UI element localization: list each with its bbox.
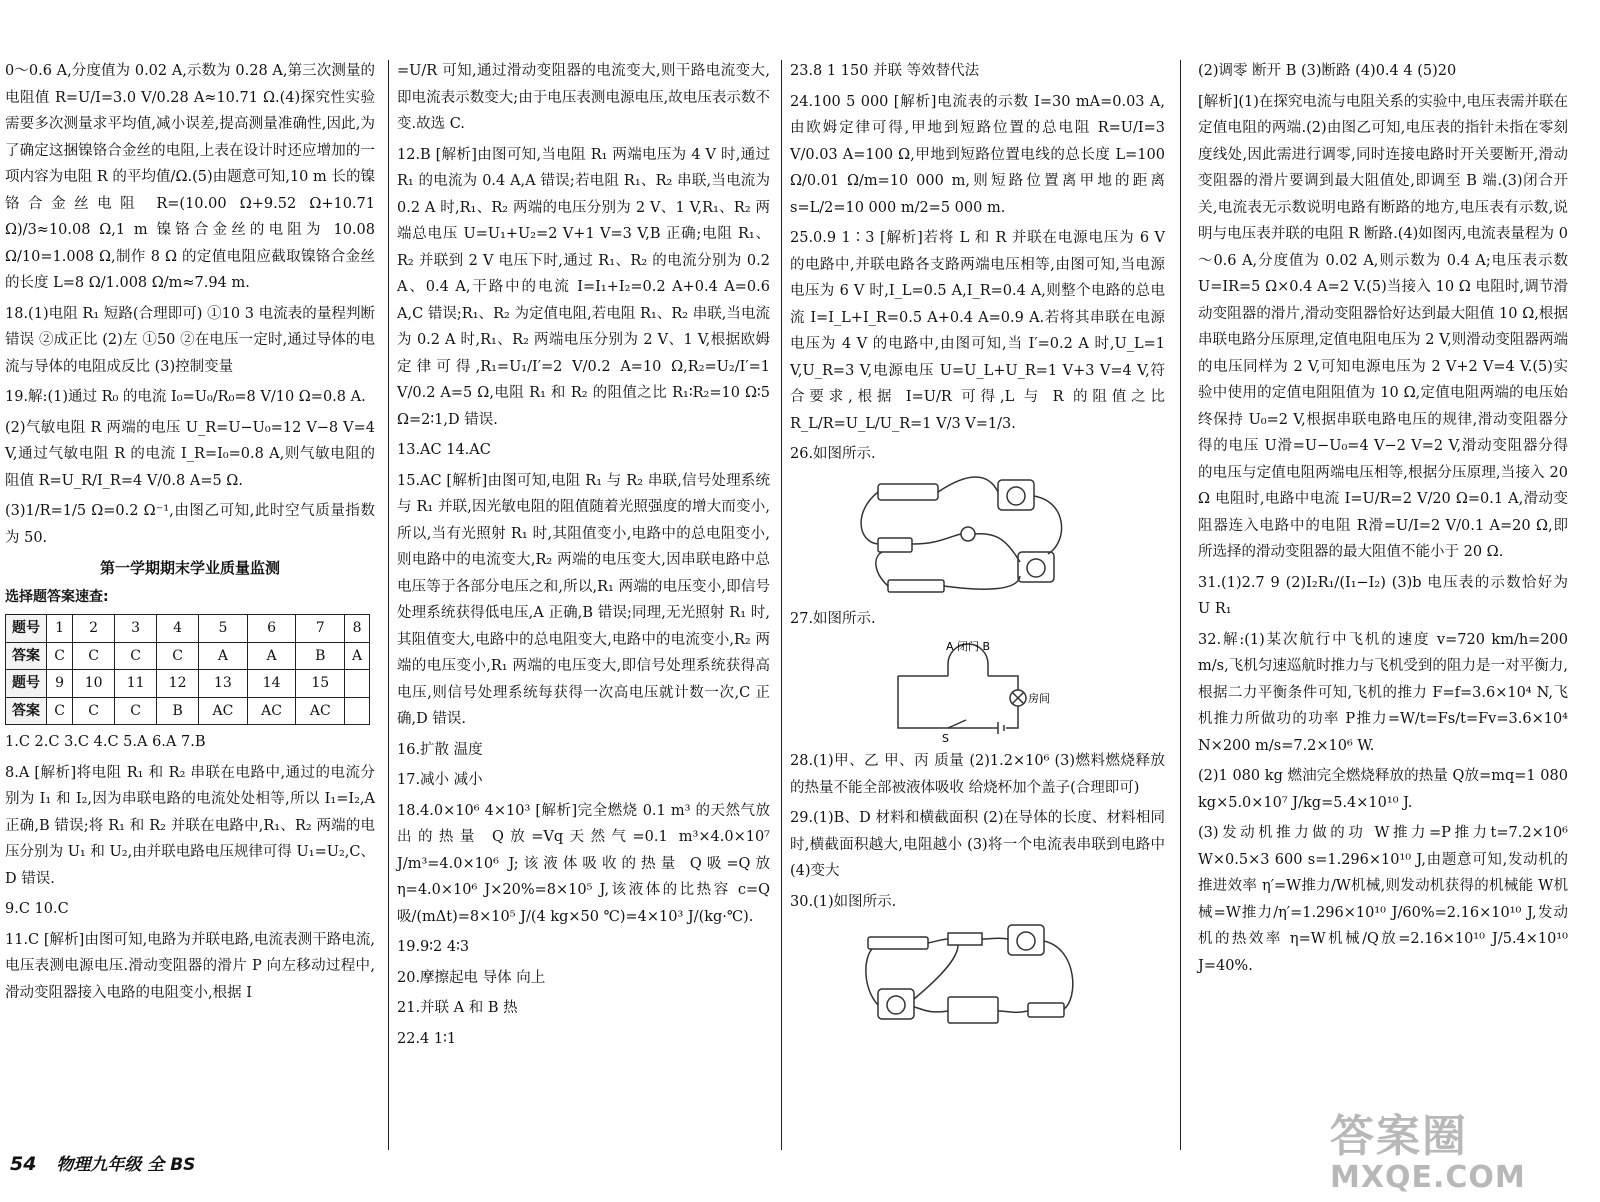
paragraph: 21.并联 A 和 B 热 (397, 1000, 518, 1016)
paragraph: 20.摩擦起电 导体 向上 (397, 969, 546, 986)
table-cell-empty (345, 697, 370, 725)
table-cell: 6 (247, 615, 296, 643)
table-cell: AC (247, 697, 296, 725)
rheostat-icon (868, 937, 928, 949)
page-footer (10, 1150, 195, 1175)
table-cell: A (345, 642, 370, 670)
paragraph: 19.解:(1)通过 R₀ 的电流 I₀=U₀/R₀=8 V/10 Ω=0.8 A. (5, 389, 366, 405)
paragraph: 32.解:(1)某次航行中飞机的速度 v=720 km/h=200 m/s,飞机匀速巡航时推力与飞机受到的阻力是一对平衡力,根据二力平衡条件可知,飞机的推力 F=f=3.6×10⁴ N,飞机推力所做功的功率 P推力=W/t=Fs/t=Fv=3.6×10⁴ N×200 m/s=7.2×10⁶ W. (1198, 631, 1568, 754)
circuit-figure-30 (848, 919, 1108, 1039)
table-cell: C (115, 697, 157, 725)
circuit-figure-27 (878, 636, 1078, 744)
paragraph: (2)调零 断开 B (3)断路 (4)0.4 4 (5)20 (1198, 63, 1457, 79)
paragraph: 25.0.9 1∶3 [解析]若将 L 和 R 并联在电源电压为 6 V 的电路中,并联电路各支路两端电压相等,由图可知,当电源电压为 6 V 时,I_L=0.5 A,I_R=0.4 A,则整个电路的总电流 I=I_L+I_R=0.5 A+0.4 A=0.9 A.若将其串联在电源电压为 4 V 的电路中,由图可知,当 I′=0.2 A 时,U_L=1 V,U_R=3 V,电源电压 U=U_L+U_R=1 V+3 V=4 V,符合要求,根据 I=U/R 可得,L 与 R 的阻值之比 R_L/R=U_L/U_R=1 V/3 V=1/3. (790, 230, 1165, 432)
table-row (6, 670, 370, 698)
rheostat-icon (888, 580, 944, 592)
switch-icon (948, 720, 966, 728)
paragraph: 28.(1)甲、乙 甲、丙 质量 (2)1.2×10⁶ (3)燃料燃烧释放的热量不能全部被液体吸收 给烧杯加个盖子(合理即可) (790, 753, 1165, 796)
table-cell: AC (296, 697, 345, 725)
table-cell: 12 (157, 670, 199, 698)
table-cell: 11 (115, 670, 157, 698)
table-cell: 9 (47, 670, 73, 698)
paragraph: =U/R 可知,通过滑动变阻器的电流变大,则干路电流变大,即电流表示数变大;由于电压表测电源电压,故电压表示数不变.故选 C. (397, 63, 770, 132)
table-cell: A (199, 642, 248, 670)
table-cell: C (47, 697, 73, 725)
paragraph: 26.如图所示. (790, 446, 876, 462)
table-cell: 1 (47, 615, 73, 643)
bulb-icon (961, 527, 975, 541)
paragraph: [解析](1)在探究电流与电阻关系的实验中,电压表需并联在定值电阻的两端.(2)由图乙可知,电压表的指针未指在零刻度线处,因此需进行调零,同时连接电路时开关要断开,滑动变阻器的滑片要调到最大阻值处,即调至 B 端.(3)闭合开关,电流表无示数说明电路有断路的地方,电压表有示数,说明与电压表并联的电阻 R 断路.(4)如图丙,电流表量程为 0～0.6 A,分度值为 0.02 A,则示数为 0.4 A;电压表示数 U=IR=5 Ω×0.4 A=2 V.(5)当接入 10 Ω 电阻时,调节滑动变阻器的滑片,滑动变阻器恰好达到最大阻值 10 Ω,根据串联电路分压原理,定值电阻电压为 2 V,则滑动变阻器两端的电压同样为 2 V,可知电源电压为 2 V+2 V=4 V.(5)实验中使用的定值电阻阻值为 10 Ω,定值电阻两端的电压始终保持 U₀=2 V,根据串联电路电压的规律,滑动变阻器分得的电压 U滑=U−U₀=4 V−2 V=2 V,滑动变阻器分得的电压与定值电阻两端电压相等,根据分压原理,当接入 20 Ω 电阻时,电路中电流 I=U/R=2 V/20 Ω=0.1 A,滑动变阻器连入电路中的电阻 R滑=U/I=2 V/0.1 A=20 Ω,即所选择的滑动变阻器的最大阻值不能小于 20 Ω. (1198, 93, 1568, 560)
switch-icon (878, 538, 912, 552)
paragraph: 8.A [解析]将电阻 R₁ 和 R₂ 串联在电路中,通过的电流分别为 I₁ 和 I₂,因为串联电路的电流处处相等,所以 I₁=I₂,A 正确,B 错误;将 R₁ 和 R₂ 并联在电路中,R₁、R₂ 两端的电压分别为 U₁ 和 U₂,由并联电路电压规律可得 U₁=U₂,C、D 错误. (5, 764, 375, 887)
table-cell: 13 (199, 670, 248, 698)
table-cell: 5 (199, 615, 248, 643)
table-cell: C (47, 642, 73, 670)
table-cell: 4 (157, 615, 199, 643)
paragraph: 15.AC [解析]由图可知,电阻 R₁ 与 R₂ 串联,信号处理系统与 R₁ 并联,因光敏电阻的阻值随着光照强度的增大而变小,所以,当有光照射 R₁ 时,其阻值变小,电路中的总电阻变小,则电路中的电流变大,R₂ 两端的电压变大,因串联电路中总电压等于各部分电压之和,所以,R₁ 两端的电压变小,即信号处理系统获得低电压,A 正确,B 错误;同理,无光照射 R₁ 时,其阻值变大,电路中的总电阻变大,电路中的电流变小,R₂ 两端的电压变小,R₁ 两端的电压变大,即信号处理系统获得高电压,则信号处理系统每获得一次高电压就计数一次,C 正确,D 错误. (397, 472, 770, 727)
paragraph: 1.C 2.C 3.C 4.C 5.A 6.A 7.B (5, 734, 206, 750)
table-cell: C (73, 697, 115, 725)
paragraph: 22.4 1∶1 (397, 1030, 457, 1047)
table-cell: C (73, 642, 115, 670)
footer-text: 物理九年级 全 BS (56, 1155, 196, 1175)
answer-table (5, 614, 370, 725)
power-supply-icon (948, 997, 998, 1023)
circuit-figure-26 (848, 472, 1108, 602)
table-cell: B (296, 642, 345, 670)
table-header: 题号 (6, 615, 47, 643)
paragraph: (3)发动机推力做的功 W推力=P推力t=7.2×10⁶ W×0.5×3 600 s=1.296×10¹⁰ J,由题意可知,发动机的推进效率 η′=W推力/W机械,则发动机获得的机械能 W机械=W推力/η′=1.296×10¹⁰ J/60%=2.16×10¹⁰ J,发动机的热效率 η=W机械/Q放=2.16×10¹⁰ J/5.4×10¹⁰ J=40%. (1198, 825, 1568, 974)
table-cell: 7 (296, 615, 345, 643)
column-3 (790, 58, 1165, 1043)
watermark-url: MXQE.COM (1330, 1160, 1526, 1195)
column-1 (5, 58, 375, 1010)
table-row (6, 642, 370, 670)
table-header: 答案 (6, 642, 47, 670)
paragraph: 16.扩散 温度 (397, 741, 483, 758)
paragraph: (2)气敏电阻 R 两端的电压 U_R=U−U₀=12 V−8 V=4 V,通过气敏电阻 R 的电流 I_R=I₀=0.8 A,则气敏电阻的阻值 R=U_R/I_R=4 V/0.8 A=5 Ω. (5, 419, 375, 489)
column-divider (388, 60, 389, 1150)
table-cell: 3 (115, 615, 157, 643)
column-divider (1180, 60, 1181, 1150)
paragraph: 18.(1)电阻 R₁ 短路(合理即可) ①10 3 电流表的量程判断错误 ②成正比 (2)左 ①50 ②在电压一定时,通过导体的电流与导体的电阻成反比 (3)控制变量 (5, 305, 375, 375)
quick-check-label: 选择题答案速查: (5, 588, 109, 605)
table-cell: 2 (73, 615, 115, 643)
table-header: 题号 (6, 670, 47, 698)
paragraph: 18.4.0×10⁶ 4×10³ [解析]完全燃烧 0.1 m³ 的天然气放出的热量 Q放=Vq天然气=0.1 m³×4.0×10⁷ J/m³=4.0×10⁶ J;该液体吸收的热量 Q吸=Q放η=4.0×10⁶ J×20%=8×10⁵ J,该液体的比热容 c=Q吸/(mΔt)=8×10⁵ J/(4 kg×50 ℃)=4×10³ J/(kg·℃). (397, 802, 770, 925)
watermark-logo: 答案圈 (1330, 1111, 1468, 1162)
paragraph: 0～0.6 A,分度值为 0.02 A,示数为 0.28 A,第三次测量的电阻值 R=U/I=3.0 V/0.28 A≈10.71 Ω.(4)探究性实验需要多次测量求平均值,减小误差,提高测量准确性,因此,为了确定这捆镍铬合金丝的电阻,上表在设计时还应增加的一项内容为电阻 R 的平均值/Ω.(5)由题意可知,10 m 长的镍铬合金丝电阻 R=(10.00 Ω+9.52 Ω+10.71 Ω)/3≈10.08 Ω,1 m 镍铬合金丝的电阻为 10.08 Ω/10=1.008 Ω,制作 8 Ω 的定值电阻应截取镍铬合金丝的长度 L=8 Ω/1.008 Ω/m≈7.94 m. (5, 63, 375, 291)
paragraph: 29.(1)B、D 材料和横截面积 (2)在导体的长度、材料相同时,横截面积越大,电阻越小 (3)将一个电流表串联到电路中 (4)变大 (790, 810, 1165, 879)
paragraph: 31.(1)2.7 9 (2)I₂R₁/(I₁−I₂) (3)b 电压表的示数恰好为 U R₁ (1198, 574, 1568, 617)
paragraph: 27.如图所示. (790, 610, 876, 627)
table-row (6, 697, 370, 725)
page-number: 54 (10, 1153, 37, 1175)
paragraph: 23.8 1 150 并联 等效替代法 (790, 63, 980, 79)
paragraph: 30.(1)如图所示. (790, 893, 897, 910)
section-title: 第一学期期末学业质量监测 (99, 559, 280, 577)
switch-label: S (941, 732, 949, 744)
paragraph: 9.C 10.C (5, 901, 69, 917)
column-4 (1198, 58, 1568, 983)
column-divider (781, 60, 782, 1150)
table-cell: 14 (247, 670, 296, 698)
table-cell: 8 (345, 615, 370, 643)
table-cell: A (247, 642, 296, 670)
paragraph: (3)1/R=1/5 Ω=0.2 Ω⁻¹,由图乙可知,此时空气质量指数为 50. (5, 503, 375, 546)
paragraph: 19.9∶2 4∶3 (397, 939, 470, 955)
resistor-icon (948, 933, 982, 945)
door-label: A 闭门 B (945, 640, 990, 653)
table-cell: C (157, 642, 199, 670)
paragraph: 11.C [解析]由图可知,电路为并联电路,电流表测干路电流,电压表测电源电压.滑动变阻器的滑片 P 向左移动过程中,滑动变阻器接入电路的电阻变小,根据 I (5, 931, 375, 1001)
room-label: 房间 (1027, 692, 1050, 705)
column-2 (397, 58, 770, 1056)
paragraph: 17.减小 减小 (397, 772, 483, 788)
paragraph: 13.AC 14.AC (397, 442, 491, 458)
table-cell: B (157, 697, 199, 725)
switch-icon (1028, 1003, 1064, 1017)
table-cell: 10 (73, 670, 115, 698)
paragraph: (2)1 080 kg 燃油完全燃烧释放的热量 Q放=mq=1 080 kg×5.0×10⁷ J/kg=5.4×10¹⁰ J. (1198, 768, 1568, 811)
table-header: 答案 (6, 697, 47, 725)
paragraph: 12.B [解析]由图可知,当电阻 R₁ 两端电压为 4 V 时,通过 R₁ 的电流为 0.4 A,A 错误;若电阻 R₁、R₂ 串联,当电流为 0.2 A 时,R₁、R₂ 两端的电压分别为 2 V、1 V,R₁、R₂ 两端总电压 U=U₁+U₂=2 V+1 V=3 V,B 正确;电阻 R₁、R₂ 并联到 2 V 电压下时,通过 R₁、R₂ 的电流分别为 0.2 A、0.4 A,干路中的电流 I=I₁+I₂=0.2 A+0.4 A=0.6 A,C 错误;R₁、R₂ 为定值电阻,若电阻 R₁、R₂ 串联,当电流为 0.2 A 时,R₁、R₂ 两端电压分别为 2 V、1 V,根据欧姆定律可得,R₁=U₁/I′=2 V/0.2 A=10 Ω,R₂=U₂/I′=1 V/0.2 A=5 Ω,电阻 R₁ 和 R₂ 的阻值之比 R₁∶R₂=10 Ω∶5 Ω=2∶1,D 错误. (397, 146, 770, 428)
table-cell: C (115, 642, 157, 670)
paragraph: 24.100 5 000 [解析]电流表的示数 I=30 mA=0.03 A,由欧姆定律可得,甲地到短路位置的总电阻 R=U/I=3 V/0.03 A=100 Ω,甲地到短路位置电线的总长度 L=100 Ω/0.01 Ω/m=10 000 m,则短路位置离甲地的距离 s=L/2=10 000 m/2=5 000 m. (790, 93, 1165, 216)
watermark (1330, 1100, 1526, 1195)
battery-icon (878, 484, 938, 500)
table-cell: 15 (296, 670, 345, 698)
table-cell: AC (199, 697, 248, 725)
table-row (6, 615, 370, 643)
table-cell-empty (345, 670, 370, 698)
